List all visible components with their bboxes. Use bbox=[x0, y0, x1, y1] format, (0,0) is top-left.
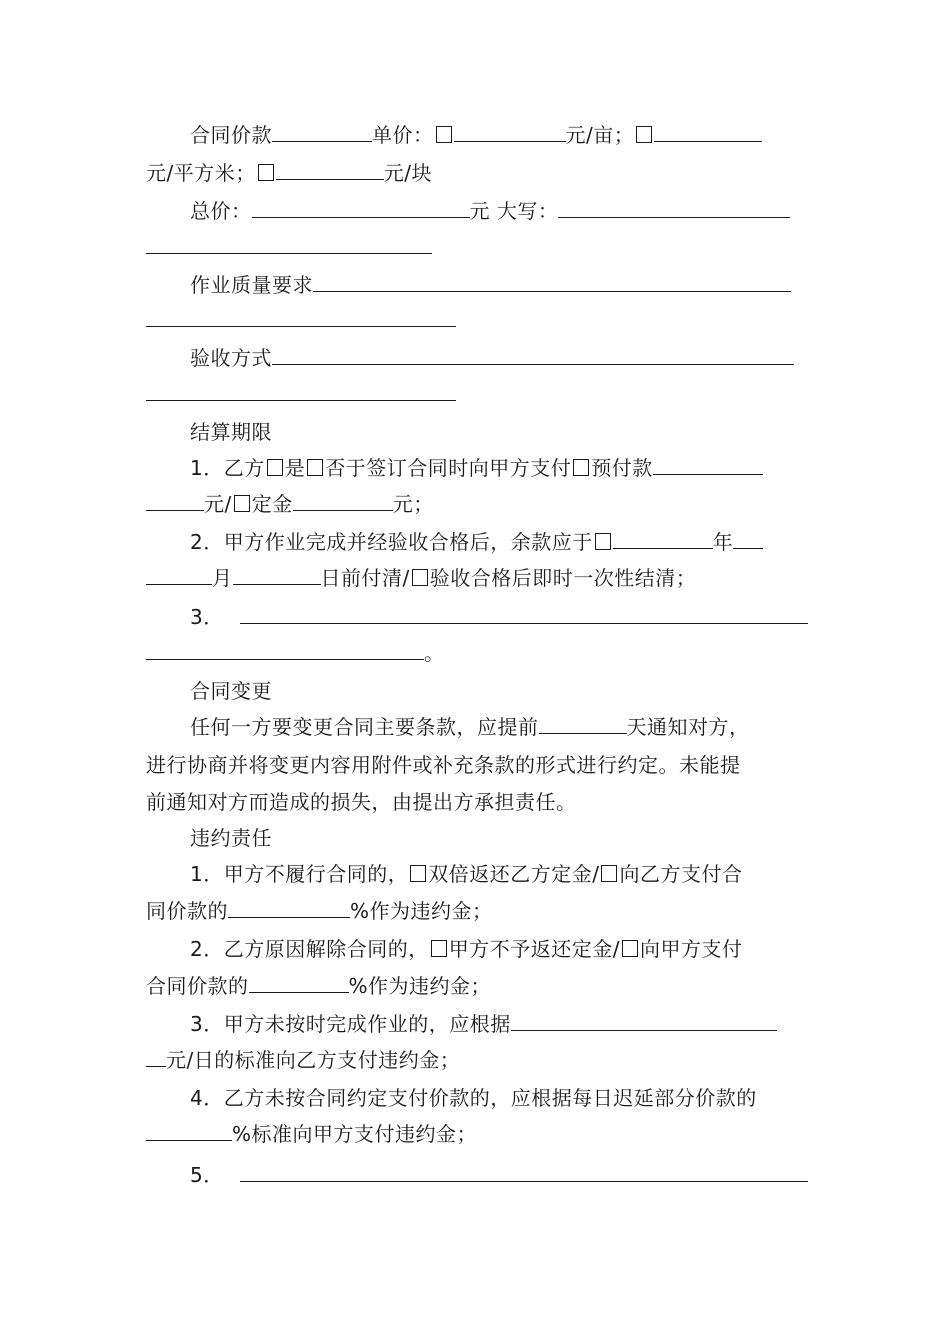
text: 年 bbox=[712, 530, 734, 554]
text: 元； bbox=[392, 492, 434, 516]
price-blank[interactable] bbox=[272, 121, 372, 142]
prepay-blank-cont[interactable] bbox=[146, 490, 204, 511]
quality-line-cont bbox=[146, 305, 808, 335]
checkbox-icon[interactable] bbox=[267, 459, 283, 476]
text: 定金 bbox=[251, 492, 293, 516]
day-blank[interactable] bbox=[233, 564, 321, 585]
settlement-item-1 bbox=[190, 453, 808, 483]
checkbox-icon[interactable] bbox=[412, 569, 428, 586]
percent-blank-4[interactable] bbox=[146, 1120, 232, 1141]
breach-item-5 bbox=[190, 1160, 808, 1190]
text: 是 bbox=[284, 456, 306, 480]
total-line-cont bbox=[146, 232, 808, 262]
deposit-blank[interactable] bbox=[293, 490, 393, 511]
item-number: 1． bbox=[190, 862, 224, 886]
quality-blank[interactable] bbox=[313, 271, 791, 292]
month-blank[interactable] bbox=[733, 528, 763, 549]
breach-item-3-cont bbox=[146, 1045, 808, 1075]
text: 任何一方要变更合同主要条款，应提前 bbox=[190, 715, 539, 739]
capital-blank[interactable] bbox=[558, 197, 790, 218]
checkbox-icon[interactable] bbox=[573, 459, 589, 476]
quality-blank-cont[interactable] bbox=[146, 306, 456, 327]
text: %标准向甲方支付违约金； bbox=[232, 1122, 478, 1146]
item-number: 2． bbox=[190, 530, 224, 554]
capital-blank-cont[interactable] bbox=[146, 233, 432, 254]
text: 甲方不履行合同的， bbox=[223, 862, 409, 886]
acceptance-line-cont bbox=[146, 379, 808, 409]
checkbox-icon[interactable] bbox=[410, 865, 426, 882]
item-number: 3． bbox=[190, 605, 224, 629]
breach-item-3 bbox=[190, 1009, 808, 1039]
item-number: 1． bbox=[190, 456, 224, 480]
text: 甲方不予返还定金/ bbox=[448, 937, 620, 961]
per-sqm-label: 元/平方米； bbox=[146, 161, 256, 185]
text: 元/日的标准向乙方支付违约金； bbox=[166, 1048, 461, 1072]
checkbox-icon[interactable] bbox=[601, 865, 617, 882]
checkbox-icon[interactable] bbox=[436, 126, 452, 143]
text: 否于签订合同时向甲方支付 bbox=[325, 456, 572, 480]
change-para-3: 前通知对方而造成的损失，由提出方承担责任。 bbox=[146, 790, 577, 814]
daily-rate-blank[interactable] bbox=[511, 1010, 777, 1031]
quality-label: 作业质量要求 bbox=[190, 273, 313, 297]
text: 验收合格后即时一次性结清； bbox=[429, 566, 697, 590]
text: 。 bbox=[424, 641, 445, 665]
text: 双倍返还乙方定金/ bbox=[428, 862, 600, 886]
acceptance-line bbox=[190, 343, 808, 373]
percent-blank-1[interactable] bbox=[228, 897, 350, 918]
breach-item-2 bbox=[190, 934, 808, 964]
text: 向乙方支付合 bbox=[619, 862, 743, 886]
price-line-2 bbox=[146, 158, 808, 188]
settlement-item-2 bbox=[190, 527, 808, 557]
change-para-2: 进行协商并将变更内容用附件或补充条款的形式进行约定。未能提 bbox=[146, 753, 741, 777]
text: 甲方未按时完成作业的，应根据 bbox=[223, 1012, 511, 1036]
checkbox-icon[interactable] bbox=[622, 940, 638, 957]
breach-item-4-cont bbox=[146, 1119, 808, 1149]
per-mu-label: 元/亩； bbox=[565, 123, 635, 147]
text: 日前付清/ bbox=[320, 566, 410, 590]
breach-item-1 bbox=[190, 859, 808, 889]
quality-line bbox=[190, 270, 808, 300]
prepay-blank[interactable] bbox=[653, 454, 763, 475]
acceptance-label: 验收方式 bbox=[190, 346, 272, 370]
per-block-blank[interactable] bbox=[276, 159, 384, 180]
text: 合同价款的 bbox=[146, 974, 249, 998]
item-number: 4． bbox=[190, 1086, 224, 1110]
checkbox-icon[interactable] bbox=[636, 126, 652, 143]
settlement-item-3-cont bbox=[146, 638, 808, 668]
settlement-item-1-cont bbox=[146, 489, 808, 519]
item5-blank[interactable] bbox=[240, 1161, 808, 1182]
item-number: 3． bbox=[190, 1012, 224, 1036]
text: 元/ bbox=[204, 492, 232, 516]
settlement-item-2-cont bbox=[146, 563, 808, 593]
total-line bbox=[190, 196, 808, 226]
item-number: 5． bbox=[190, 1163, 224, 1187]
settlement-heading: 结算期限 bbox=[190, 420, 272, 444]
settlement-item-3 bbox=[190, 602, 808, 632]
text: 乙方未按合同约定支付价款的，应根据每日迟延部分价款的 bbox=[223, 1086, 757, 1110]
text: %作为违约金； bbox=[348, 974, 492, 998]
text: 月 bbox=[212, 566, 233, 590]
acceptance-blank[interactable] bbox=[272, 344, 794, 365]
acceptance-blank-cont[interactable] bbox=[146, 380, 456, 401]
per-mu-blank[interactable] bbox=[454, 121, 566, 142]
change-heading: 合同变更 bbox=[190, 679, 272, 703]
price-label: 合同价款 bbox=[190, 123, 272, 147]
price-line-1 bbox=[190, 120, 808, 150]
text: 乙方 bbox=[223, 456, 265, 480]
text: 预付款 bbox=[591, 456, 653, 480]
per-block-label: 元/块 bbox=[383, 161, 432, 185]
checkbox-icon[interactable] bbox=[307, 459, 323, 476]
text: 甲方作业完成并经验收合格后，余款应于 bbox=[223, 530, 593, 554]
checkbox-icon[interactable] bbox=[431, 940, 447, 957]
breach-item-4 bbox=[190, 1083, 808, 1113]
item3-blank[interactable] bbox=[240, 603, 808, 624]
capital-label: 元 大写： bbox=[469, 199, 559, 223]
breach-heading: 违约责任 bbox=[190, 826, 272, 850]
text: 向甲方支付 bbox=[639, 937, 743, 961]
per-sqm-blank[interactable] bbox=[654, 121, 762, 142]
year-blank[interactable] bbox=[613, 528, 713, 549]
text: %作为违约金； bbox=[350, 899, 493, 923]
checkbox-icon[interactable] bbox=[595, 533, 611, 550]
notice-days-blank[interactable] bbox=[539, 713, 627, 734]
checkbox-icon[interactable] bbox=[234, 495, 250, 512]
item-number: 2． bbox=[190, 937, 224, 961]
item3-blank-cont[interactable] bbox=[146, 639, 424, 660]
total-label: 总价： bbox=[190, 199, 252, 223]
month-blank-cont[interactable] bbox=[146, 564, 212, 585]
text: 天通知对方， bbox=[626, 715, 750, 739]
unit-price-label: 单价： bbox=[372, 123, 434, 147]
change-para-1 bbox=[190, 712, 808, 742]
percent-blank-2[interactable] bbox=[249, 972, 349, 993]
text: 乙方原因解除合同的， bbox=[223, 937, 429, 961]
breach-item-2-cont bbox=[146, 971, 808, 1001]
text: 同价款的 bbox=[146, 899, 228, 923]
checkbox-icon[interactable] bbox=[258, 164, 274, 181]
breach-item-1-cont bbox=[146, 896, 808, 926]
total-blank[interactable] bbox=[252, 197, 470, 218]
daily-rate-blank-cont[interactable] bbox=[146, 1046, 166, 1067]
